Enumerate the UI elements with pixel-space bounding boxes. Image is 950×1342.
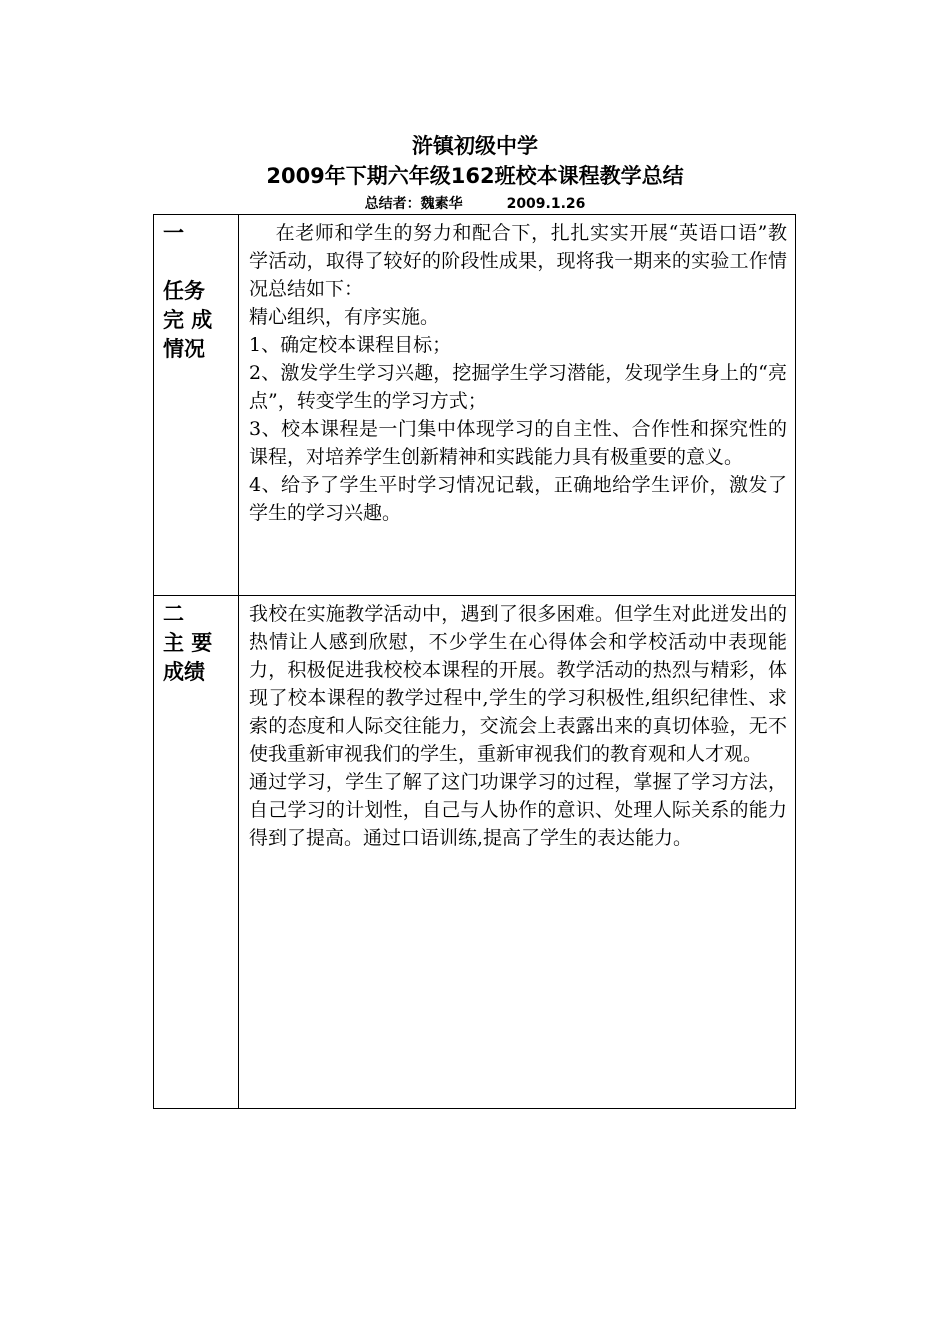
- paragraph: 我校在实施教学活动中，遇到了很多困难。但学生对此迸发出的热情让人感到欣慰，不少学生在心得体会和学校活动中表现能力，积极促进我校校本课程的开展。教学活动的热烈与精彩，体现了校本课程的教学过程中,学生的学习积极性,组织纪律性、求索的态度和人际交往能力，交流会上表露出来的真切体验，无不使我重新审视我们的学生，重新审视我们的教育观和人才观。: [249, 603, 787, 765]
- paragraph: 3、校本课程是一门集中体现学习的自主性、合作性和探究性的课程，对培养学生创新精神和实践能力具有极重要的意义。: [249, 418, 787, 468]
- section-number: 二: [163, 602, 184, 626]
- section-content-cell: [239, 215, 796, 596]
- paragraph: 2、激发学生学习兴趣，挖掘学生学习潜能，发现学生身上的“亮点”，转变学生的学习方式；: [249, 362, 787, 412]
- section-label-cell: [154, 215, 239, 596]
- summary-table: [153, 214, 796, 1109]
- summary-date: 2009.1.26: [506, 196, 586, 212]
- section-row-main-achievements: [154, 596, 796, 1109]
- paragraph: 在老师和学生的努力和配合下，扎扎实实开展“英语口语”教学活动，取得了较好的阶段性成果，现将我一期来的实验工作情况总结如下：: [249, 222, 787, 300]
- paragraph: 精心组织，有序实施。: [249, 306, 440, 328]
- author-label: 总结者：魏素华: [364, 196, 463, 212]
- section-row-task-completion: [154, 215, 796, 596]
- author-line: [0, 193, 950, 213]
- section-number: 一: [163, 221, 184, 245]
- section-label-cell: [154, 596, 239, 1109]
- section-label-line: 完 成: [163, 308, 213, 332]
- section-content-cell: [239, 596, 796, 1109]
- paragraph: 1、确定校本课程目标；: [249, 334, 452, 356]
- school-name: 浒镇初级中学: [412, 134, 538, 158]
- paragraph: 通过学习，学生了解了这门功课学习的过程，掌握了学习方法，自己学习的计划性，自己与人协作的意识、处理人际关系的能力得到了提高。通过口语训练,提高了学生的表达能力。: [249, 771, 787, 849]
- document-title: 2009年下期六年级162班校本课程教学总结: [266, 164, 684, 188]
- section-label-line: 成绩: [163, 660, 205, 684]
- section-label-line: 任务: [163, 279, 205, 303]
- section-label-line: 主 要: [163, 631, 213, 655]
- paragraph: 4、给予了学生平时学习情况记载，正确地给学生评价，激发了学生的学习兴趣。: [249, 474, 787, 524]
- section-label-line: 情况: [163, 337, 205, 361]
